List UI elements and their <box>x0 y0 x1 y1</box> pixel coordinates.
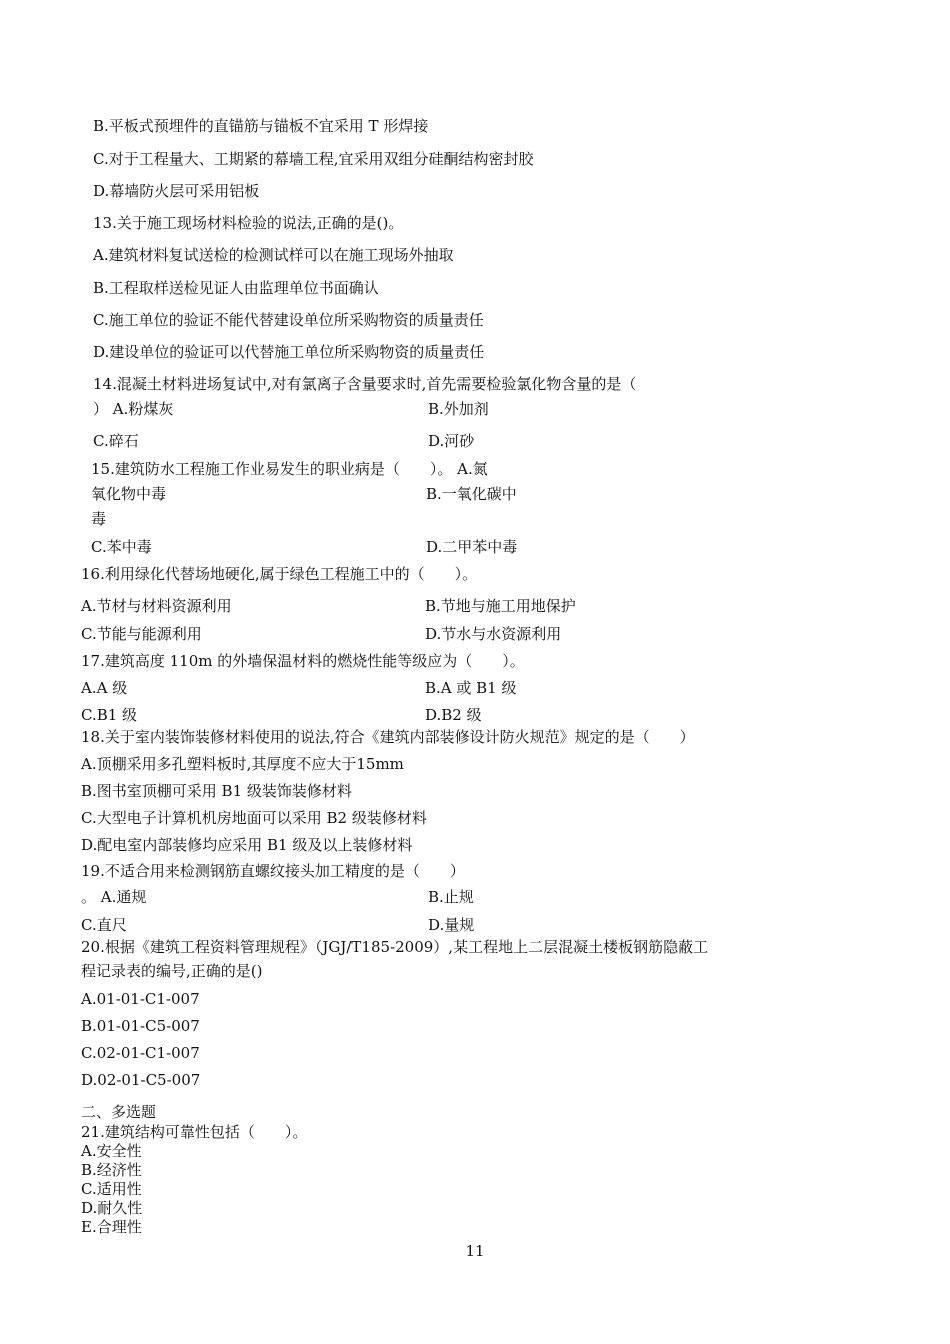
q18-stem: 18.关于室内装饰装修材料使用的说法,符合《建筑内部装修设计防火规范》规定的是（ ） <box>81 728 695 746</box>
q15-stem: 15.建筑防水工程施工作业易发生的职业病是（ ）。 A.氮 <box>91 460 488 478</box>
q15-option-c: C.苯中毒 <box>91 538 152 556</box>
q20-option-d: D.02-01-C5-007 <box>81 1071 201 1089</box>
q17-stem: 17.建筑高度 110m 的外墙保温材料的燃烧性能等级应为（ ）。 <box>81 652 525 670</box>
q18-option-b: B.图书室顶棚可采用 B1 级装饰装修材料 <box>81 782 352 800</box>
q18-option-a: A.顶棚采用多孔塑料板时,其厚度不应大于15mm <box>81 755 404 773</box>
q18-option-d: D.配电室内部装修均应采用 B1 级及以上装修材料 <box>81 836 413 854</box>
section-heading: 二、多选题 <box>81 1103 157 1121</box>
q20-stem-line2: 程记录表的编号,正确的是() <box>81 962 263 980</box>
q14-stem: 14.混凝土材料进场复试中,对有氯离子含量要求时,首先需要检验氯化物含量的是（ <box>93 375 637 393</box>
q12-option-d: D.幕墙防火层可采用铝板 <box>93 182 260 200</box>
q17-option-d: D.B2 级 <box>425 706 482 724</box>
q14-option-a: ） A.粉煤灰 <box>93 400 174 418</box>
q15-option-b: B.一氧化碳中 <box>426 485 517 503</box>
q18-option-c: C.大型电子计算机机房地面可以采用 B2 级装修材料 <box>81 809 427 827</box>
q20-option-b: B.01-01-C5-007 <box>81 1017 200 1035</box>
q16-stem: 16.利用绿化代替场地硬化,属于绿色工程施工中的（ ）。 <box>81 565 478 583</box>
q13-option-b: B.工程取样送检见证人由监理单位书面确认 <box>93 279 379 297</box>
q17-option-b: B.A 或 B1 级 <box>425 679 517 697</box>
q16-option-b: B.节地与施工用地保护 <box>425 597 576 615</box>
q21-option-b: B.经济性 <box>81 1161 142 1179</box>
q13-option-d: D.建设单位的验证可以代替施工单位所采购物资的质量责任 <box>93 343 485 361</box>
q20-stem-line1: 20.根据《建筑工程资料管理规程》（JGJ/T185-2009）,某工程地上二层混凝土楼板钢筋隐蔽工 <box>81 938 709 956</box>
page-number: 11 <box>465 1242 485 1260</box>
q13-option-c: C.施工单位的验证不能代替建设单位所采购物资的质量责任 <box>93 311 484 329</box>
q19-option-d: D.量规 <box>428 916 475 934</box>
q14-option-c: C.碎石 <box>93 432 139 450</box>
q19-option-b: B.止规 <box>428 888 474 906</box>
q13-stem: 13.关于施工现场材料检验的说法,正确的是()。 <box>93 214 404 232</box>
q21-option-c: C.适用性 <box>81 1180 142 1198</box>
q16-option-d: D.节水与水资源利用 <box>425 625 562 643</box>
q21-option-a: A.安全性 <box>81 1142 142 1160</box>
q21-stem: 21.建筑结构可靠性包括（ ）。 <box>81 1123 308 1141</box>
q19-stem: 19.不适合用来检测钢筋直螺纹接头加工精度的是（ ） <box>81 862 465 880</box>
q17-option-a: A.A 级 <box>81 679 128 697</box>
q21-option-d: D.耐久性 <box>81 1199 143 1217</box>
q16-option-c: C.节能与能源利用 <box>81 625 202 643</box>
q20-option-a: A.01-01-C1-007 <box>81 990 200 1008</box>
q20-option-c: C.02-01-C1-007 <box>81 1044 200 1062</box>
q14-option-b: B.外加剂 <box>428 400 489 418</box>
q17-option-c: C.B1 级 <box>81 706 138 724</box>
q13-option-a: A.建筑材料复试送检的检测试样可以在施工现场外抽取 <box>93 246 454 264</box>
q15-option-d: D.二甲苯中毒 <box>426 538 518 556</box>
q19-option-c: C.直尺 <box>81 916 127 934</box>
q21-option-e: E.合理性 <box>81 1218 142 1236</box>
q12-option-c: C.对于工程量大、工期紧的幕墙工程,宜采用双组分硅酮结构密封胶 <box>93 150 534 168</box>
q14-option-d: D.河砂 <box>428 432 475 450</box>
q16-option-a: A.节材与材料资源利用 <box>81 597 232 615</box>
q15-option-b-continued: 毒 <box>91 510 107 528</box>
q19-option-a: 。 A.通规 <box>81 888 147 906</box>
q12-option-b: B.平板式预埋件的直锚筋与锚板不宜采用 T 形焊接 <box>93 117 429 135</box>
q15-option-a-continued: 氧化物中毒 <box>91 485 167 503</box>
